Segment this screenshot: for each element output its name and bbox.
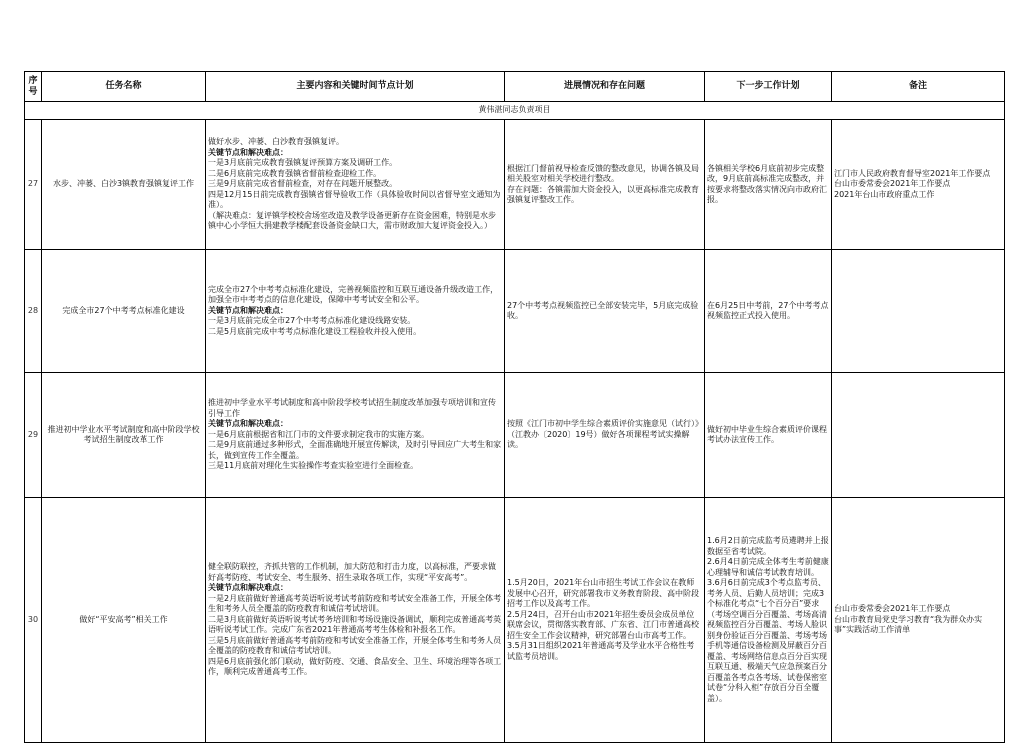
- row-progress-line: 3.5月31日组织2021年普通高考及学业水平合格性考试监考员培训。: [507, 641, 695, 661]
- table-row: [25, 373, 1005, 498]
- row-note: [832, 373, 1005, 498]
- row-plan-line: 三是9月底前完成省督前检查，对存在问题开展整改。: [208, 179, 398, 189]
- row-num: 27: [25, 120, 42, 250]
- row-progress-line: 根据江门督前视导检查反馈的整改意见，协调各镇及局相关股室对相关学校进行整改。: [507, 163, 699, 183]
- header-row: [25, 72, 1005, 102]
- header-progress: 进展情况和存在问题: [505, 72, 705, 102]
- row-progress-line: 2.5月24日，召开台山市2021年招生委员会成员单位联席会议，贯彻落实教育部、广东省、江门市普通高校招生安全工作会议精神，研究部署台山市高考工作。: [507, 609, 699, 640]
- row-note: [832, 120, 1005, 250]
- row-note-line: 江门市人民政府教育督导室2021年工作要点: [834, 168, 991, 178]
- row-next-line: 1.6月2日前完成监考员遴聘并上报数据至省考试院。: [707, 536, 829, 556]
- row-next-line: 各镇相关学校6月底前初步完成整改，9月底前高标准完成整改，并按要求将整改落实情况向市政府汇报。: [707, 163, 827, 204]
- row-next-line: 3.6月6日前完成3个考点监考员、考务人员、后勤人员培训；完成3个标准化考点“七个百分百”要求（考场空调百分百覆盖、考场高清视频监控百分百覆盖、考场人脸识别身份验证百分百覆盖、考场考场手机等通信设备检测及屏蔽百分百覆盖、考场网络信息点百分百实现互联互通、极端天气应急预案百分百覆盖各考点各考场、试卷保密室试卷“分科入柜”存放百分百全覆盖）。: [707, 578, 827, 703]
- row-progress-line: 27个中考考点视频监控已全部安装完毕，5月底完成验收。: [507, 300, 699, 320]
- row-plan: [206, 373, 505, 498]
- row-next-line: 在6月25日中考前，27个中考考点视频监控正式投入使用。: [707, 300, 829, 320]
- row-plan-line: 完成全市27个中考考点标准化建设，完善视频监控和互联互通设备升级改造工作，加强全市中考考点的信息化建设，保障中考考试安全和公平。: [208, 284, 499, 305]
- row-plan-line: 关键节点和解决难点：: [208, 305, 288, 315]
- row-num: 29: [25, 373, 42, 498]
- row-progress: [505, 250, 705, 373]
- row-plan: [206, 120, 505, 250]
- row-plan-line: 健全联防联控，齐抓共管的工作机制，加大防范和打击力度，以高标准，严要求做好高考防疫、考试安全、考生服务、招生录取各项工作，实现“平安高考”。: [208, 562, 496, 582]
- row-note-line: 台山市委常委会2021年工作要点: [834, 604, 951, 614]
- header-num: 序号: [25, 72, 42, 102]
- row-task: 推进初中学业水平考试制度和高中阶段学校考试招生制度改革工作: [42, 373, 206, 498]
- row-next: [705, 498, 832, 743]
- row-note-line: 台山市教育局党史学习教育“我为群众办实事”实践活动工作清单: [834, 614, 983, 635]
- row-plan-line: 四是6月底前强化部门联动，做好防疫、交通、食品安全、卫生、环境治理等各项工作，顺利完成普通高考工作。: [208, 656, 502, 677]
- row-plan-line: 做好水步、冲蒌、白沙教育强镇复评。: [208, 137, 344, 147]
- row-next-line: 2.6月4日前完成全体考生考前健康心理辅导和诚信考试教育培训。: [707, 557, 829, 577]
- row-num: 30: [25, 498, 42, 743]
- table-row: [25, 120, 1005, 250]
- row-progress: [505, 498, 705, 743]
- row-progress-line: 存在问题：各镇需加大资金投入，以更高标准完成教育强镇复评整改工作。: [507, 184, 699, 204]
- row-plan-line: （解决难点：复评镇学校校舍场室改造及教学设备更新存在资金困难，特别是水步镇中心小学恒大捐建教学楼配套设备资金缺口大，需市财政加大复评资金投入。）: [208, 210, 496, 231]
- row-plan-line: 二是6月底前完成教育强镇省督前检查迎检工作。: [208, 168, 382, 178]
- row-task: 做好“平安高考”相关工作: [42, 498, 206, 743]
- row-plan-line: 三是5月底前做好普通高考考前防疫和考试安全准备工作，开展全体考生和考务人员全覆盖的防疫教育和诚信考试培训。: [208, 635, 502, 656]
- row-next: [705, 120, 832, 250]
- work-plan-table: [24, 71, 1005, 743]
- section-row: [25, 102, 1005, 120]
- row-plan-line: 三是11月底前对理化生实验操作考查实验室进行全面检查。: [208, 461, 419, 471]
- row-progress: [505, 120, 705, 250]
- header-plan: 主要内容和关键时间节点计划: [206, 72, 505, 102]
- row-task: 水步、冲蒌、白沙3镇教育强镇复评工作: [42, 120, 206, 250]
- row-plan-line: 四是12月15日前完成教育强镇省督导验收工作（具体验收时间以省督导室文通知为准）。: [208, 189, 501, 210]
- row-progress-line: 按照《江门市初中学生综合素质评价实施意见（试行）》（江教办〔2020〕19号）做好各项课程考试实操解读。: [507, 419, 699, 450]
- row-num: 28: [25, 250, 42, 373]
- header-note: 备注: [832, 72, 1005, 102]
- row-progress: [505, 373, 705, 498]
- row-plan: [206, 498, 505, 743]
- row-note: [832, 250, 1005, 373]
- header-next: 下一步工作计划: [705, 72, 832, 102]
- section-title: 黄伟湛同志负责项目: [25, 102, 1005, 120]
- row-plan-line: 关键节点和解决难点：: [208, 583, 288, 593]
- row-note-line: 台山市委常委会2021年工作要点: [834, 179, 951, 189]
- row-plan-line: 一是3月底前完成教育强镇复评预算方案及调研工作。: [208, 158, 398, 168]
- row-plan-line: 一是2月底前做好普通高考英语听说考试考前防疫和考试安全准备工作，开展全体考生和考务人员全覆盖的防疫教育和诚信考试培训。: [208, 593, 502, 614]
- row-progress-line: 1.5月20日，2021年台山市招生考试工作会议在教师发展中心召开，研究部署我市义务教育阶段、高中阶段招考工作以及高考工作。: [507, 578, 699, 608]
- row-note-line: 2021年台山市政府重点工作: [834, 189, 935, 199]
- row-note: [832, 498, 1005, 743]
- header-task: 任务名称: [42, 72, 206, 102]
- row-plan-line: 一是3月底前完成全市27个中考考点标准化建设线路安装。: [208, 316, 416, 326]
- row-plan-line: 关键节点和解决难点：: [208, 147, 288, 157]
- row-next: [705, 373, 832, 498]
- row-plan-line: 二是9月底前通过多种形式，全面准确地开展宣传解读，及时引导回应广大考生和家长，做到宣传工作全覆盖。: [208, 440, 502, 460]
- row-task: 完成全市27个中考考点标准化建设: [42, 250, 206, 373]
- row-plan-line: 二是3月底前做好英语听说考试考务培训和考场设施设备调试，顺利完成普通高考英语听说考试工作。完成广东省2021年普通高考考生体检和补报名工作。: [208, 614, 502, 635]
- table-row: [25, 250, 1005, 373]
- row-plan: [206, 250, 505, 373]
- row-plan-line: 推进初中学业水平考试制度和高中阶段学校考试招生制度改革加强专项培训和宣传引导工作: [208, 398, 496, 418]
- row-next: [705, 250, 832, 373]
- row-plan-line: 关键节点和解决难点：: [208, 419, 288, 429]
- row-next-line: 做好初中毕业生综合素质评价课程考试办法宣传工作。: [707, 424, 827, 444]
- table-row: [25, 498, 1005, 743]
- row-plan-line: 二是5月底前完成中考考点标准化建设工程验收并投入使用。: [208, 326, 422, 336]
- row-plan-line: 一是6月底前根据省和江门市的文件要求制定我市的实施方案。: [208, 429, 430, 439]
